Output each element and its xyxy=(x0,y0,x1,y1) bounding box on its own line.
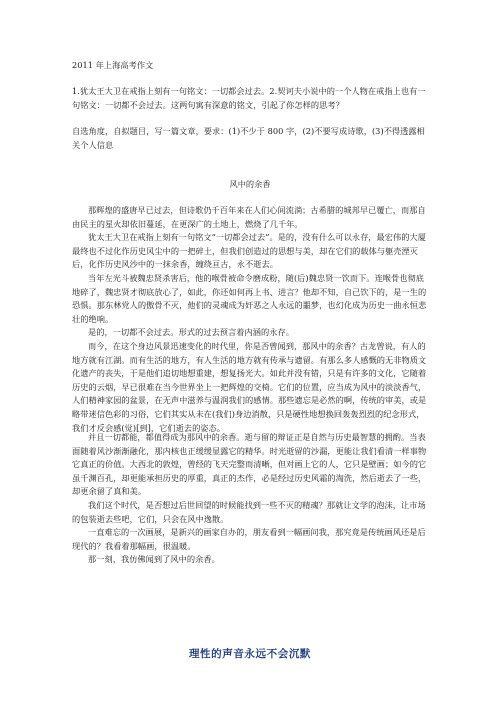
essay-body-part-2 xyxy=(72,431,432,567)
essay-body-part-1 xyxy=(72,204,432,435)
requirements-text: 自选角度，自拟题目，写一篇文章，要求：(1)不少于 800 字，(2)不要写成诗歌，(3)不得透露相关个人信息 xyxy=(72,126,425,150)
paragraph: 犹太王大卫在戒指上刻有一句铭文“一切都会过去”。是的，没有什么可以永存，最宏伟的大厦最终也不过化作历史风尘中的一把碎土，但我们创造过的思想与美，却在它们的载体与躯壳湮灭后，化作历史风沙中的一抹余香，缠绕亘古，永不逝去。 xyxy=(72,232,426,270)
essay-title: 风中的余香 xyxy=(229,179,271,189)
paragraph: 那一刻，我仿佛闻到了风中的余香。 xyxy=(88,554,220,565)
paragraph: 是的，一切都不会过去。形式的过去预言着内涵的永存。 xyxy=(88,327,294,338)
exam-title: 2011 年上海高考作文 xyxy=(72,60,154,70)
paragraph: 而今，在这个身边风景迅速变化的时代里，你是否曾闻到，那风中的余香？古龙曾说，有人的地方就有江湖。而有生活的地方，有人生活的地方就有传承与遗留。有那么多人感慨的无非物质文化遗产的丧失，于是他们追切地想重建，想复扬光大。如此并没有错，只是有许多的文化，它随着历史的云烟，早已很难在当今世界坐上一把辉煌的交椅。它们的位置，应当成为风中的淡淡香气，人们精神家园的盆景，在无声中滋养与温润我们的感情。那些遗忘是必然的啊，传统的审美，或是略带迷信色彩的习俗，它们其实从未在(我们)身边消散，只是硬性地想换回轰轰烈烈的纪念形式，我们才反会感(觉)[到]，它们逝去的姿态。 xyxy=(72,340,427,433)
essay-requirements xyxy=(72,125,432,152)
paragraph: 一直难忘的一次画展，是新兴的画家自办的，朋友看到一幅画问我，那究竟是传统画风还是后现代的？我看着那幅画，很温暖。 xyxy=(72,527,426,551)
essay-prompt xyxy=(72,85,432,112)
paragraph: 当年左光斗被魏忠贤杀害后，他的喉骨被命令磨成粉，随(后)魏忠贤一饮而下。连喉骨也彻底地碎了，魏忠贤才彻底放心了，如此，你还如何再上书、进言？他却不知，自己饮下的，是一生的恐惧。那东林党人的傲骨不灭，他们的灵魂成为奸恶之人永远的噩梦，也幻化成为历史一曲永恒悲壮的绝响。 xyxy=(72,272,427,324)
prompt-text: 1.犹太王大卫在戒指上刻有一句铭文：一切都会过去。2.契诃夫小说中的一个人物在戒指上也有一句铭文：一切都不会过去。这两句寓有深意的铭文，引起了你怎样的思考？ xyxy=(72,86,426,110)
next-essay-title: 理性的声音永远不会沉默 xyxy=(188,648,312,660)
document-heading xyxy=(72,59,432,73)
paragraph: 那辉煌的盛唐早已过去，但诗歌仍千百年来在人们心间流淌；古希腊的城邦早已覆亡，而那自由民主的星火却依旧蔓延，在更深广的土地上，燃烧了几千年。 xyxy=(72,205,426,229)
paragraph: 我们这个时代，是否想过后世回望的时候能找到一些不灭的精魂？那就让文学的泡沫，让市场的包装逝去些吧，它们，只会在风中逸散。 xyxy=(72,499,426,524)
paragraph: 并且一切都能，都值得成为那风中的余香。逝与留的辩证正是自然与历史最智慧的拥酌。当表面随着风沙渐渐融化，那内核也正缓缓显露它的精华。时光逝留的沙漏，更能让我们看清一样事物它真正的价值。大西北的敦煌，曾经的飞天完整而清晰，但对画上它的人，它只是壁画；如今的它虽千渊百孔，却更能承担历史的厚重，真正的杰作，必是经过历史风霜的淘洗，然后逝去了一些，却更余留了真和美。 xyxy=(72,432,427,497)
